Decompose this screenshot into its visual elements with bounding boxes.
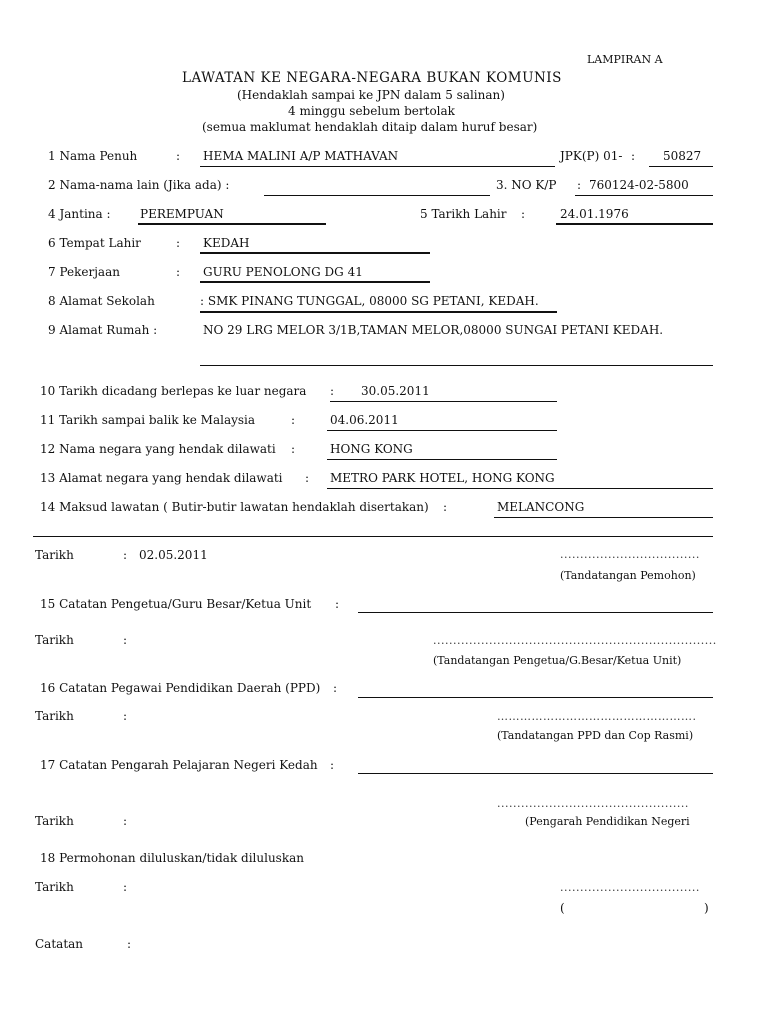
tarikh-balik-underline (327, 430, 557, 431)
alamat-sekolah-underline (200, 311, 557, 313)
alamat-negara-value[interactable]: METRO PARK HOTEL, HONG KONG (330, 471, 555, 485)
colon: : (335, 597, 340, 611)
colon: : (176, 236, 181, 250)
alamat-rumah-underline (200, 365, 713, 366)
form-subtitle-1: (Hendaklah sampai ke JPN dalam 5 salinan) (237, 88, 505, 102)
catatan-ppd-underline[interactable] (358, 697, 713, 698)
colon: : (176, 265, 181, 279)
tandatangan-ppd-label: (Tandatangan PPD dan Cop Rasmi) (497, 729, 694, 742)
no-kp-underline (575, 195, 713, 196)
tarikh-lahir-underline (556, 223, 713, 225)
tarikh-label: Tarikh (35, 633, 74, 647)
catatan-pengetua-label: 15 Catatan Pengetua/Guru Besar/Ketua Unit (40, 597, 312, 611)
paren-open: ( (560, 901, 565, 915)
tarikh-berlepas-underline (330, 401, 557, 402)
maksud-lawatan-underline (494, 517, 713, 518)
jpk-underline (649, 166, 713, 167)
maksud-lawatan-label: 14 Maksud lawatan ( Butir-butir lawatan hendaklah disertakan) (40, 500, 429, 514)
colon: : (123, 814, 128, 828)
colon: : (631, 149, 636, 163)
colon: : (521, 207, 526, 221)
pekerjaan-value[interactable]: GURU PENOLONG DG 41 (203, 265, 363, 279)
form-subtitle-2: 4 minggu sebelum bertolak (288, 104, 455, 118)
colon: : (330, 384, 335, 398)
colon: : (305, 471, 310, 485)
jantina-label: 4 Jantina : (48, 207, 111, 221)
section-divider (33, 536, 713, 537)
catatan-ppd-label: 16 Catatan Pegawai Pendidikan Daerah (PPD) (40, 681, 321, 695)
pengarah-pendidikan-label: (Pengarah Pendidikan Negeri (525, 815, 690, 828)
colon: : (443, 500, 448, 514)
jantina-value[interactable]: PEREMPUAN (140, 207, 224, 221)
colon: : (176, 149, 181, 163)
signature-dots: ................................................ (497, 797, 689, 810)
signature-dots: ....................................................................... (433, 634, 717, 647)
no-kp-label: 3. NO K/P (496, 178, 557, 192)
maksud-lawatan-value[interactable]: MELANCONG (497, 500, 585, 514)
signature-dots: ……………………………………………. (497, 710, 697, 723)
colon: : (291, 413, 296, 427)
nama-negara-underline (327, 459, 557, 460)
form-subtitle-3: (semua maklumat hendaklah ditaip dalam huruf besar) (202, 120, 538, 134)
colon: : (577, 178, 582, 192)
nama-lain-label: 2 Nama-nama lain (Jika ada) : (48, 178, 230, 192)
tandatangan-pengetua-label: (Tandatangan Pengetua/G.Besar/Ketua Unit) (433, 654, 682, 667)
tarikh-berlepas-value[interactable]: 30.05.2011 (361, 384, 430, 398)
colon: : (291, 442, 296, 456)
tarikh-label: Tarikh (35, 548, 74, 562)
tempat-lahir-label: 6 Tempat Lahir (48, 236, 141, 250)
signature-dots: ................................... (560, 881, 700, 894)
colon: : (123, 880, 128, 894)
colon: : (333, 681, 338, 695)
colon: : (123, 548, 128, 562)
alamat-negara-label: 13 Alamat negara yang hendak dilawati (40, 471, 283, 485)
form-title: LAWATAN KE NEGARA-NEGARA BUKAN KOMUNIS (182, 70, 562, 86)
alamat-negara-underline (327, 488, 713, 489)
pekerjaan-label: 7 Pekerjaan (48, 265, 120, 279)
tempat-lahir-underline (200, 252, 430, 254)
alamat-sekolah-label: 8 Alamat Sekolah (48, 294, 155, 308)
colon: : (123, 633, 128, 647)
jpk-label: JPK(P) 01- (560, 149, 623, 163)
tarikh-balik-label: 11 Tarikh sampai balik ke Malaysia (40, 413, 256, 427)
tarikh-label: Tarikh (35, 880, 74, 894)
nama-penuh-value[interactable]: HEMA MALINI A/P MATHAVAN (203, 149, 399, 163)
nama-negara-label: 12 Nama negara yang hendak dilawati (40, 442, 276, 456)
pekerjaan-underline (200, 281, 430, 283)
colon: : (127, 937, 132, 951)
paren-close: ) (704, 901, 709, 915)
tarikh-lahir-label: 5 Tarikh Lahir (420, 207, 507, 221)
jpk-value[interactable]: 50827 (663, 149, 702, 163)
tarikh-label: Tarikh (35, 709, 74, 723)
alamat-sekolah-value[interactable]: : SMK PINANG TUNGGAL, 08000 SG PETANI, KEDAH. (200, 294, 539, 308)
alamat-rumah-label: 9 Alamat Rumah : (48, 323, 158, 337)
tarikh-balik-value[interactable]: 04.06.2011 (330, 413, 399, 427)
lampiran-label: LAMPIRAN A (587, 53, 663, 66)
tarikh-pemohon-value[interactable]: 02.05.2011 (139, 548, 208, 562)
jantina-underline (138, 223, 326, 225)
nama-negara-value[interactable]: HONG KONG (330, 442, 413, 456)
catatan-label: Catatan (35, 937, 84, 951)
permohonan-status-label: 18 Permohonan diluluskan/tidak diluluskan (40, 851, 304, 865)
tandatangan-pemohon-label: (Tandatangan Pemohon) (560, 569, 696, 582)
catatan-pengarah-underline[interactable] (358, 773, 713, 774)
alamat-rumah-value[interactable]: NO 29 LRG MELOR 3/1B,TAMAN MELOR,08000 SUNGAI PETANI KEDAH. (203, 323, 664, 337)
tempat-lahir-value[interactable]: KEDAH (203, 236, 250, 250)
nama-lain-underline[interactable] (264, 195, 490, 196)
no-kp-value[interactable]: 760124-02-5800 (589, 178, 689, 192)
catatan-pengetua-underline[interactable] (358, 612, 713, 613)
tarikh-berlepas-label: 10 Tarikh dicadang berlepas ke luar negara (40, 384, 307, 398)
nama-penuh-underline (200, 166, 555, 167)
colon: : (123, 709, 128, 723)
nama-penuh-label: 1 Nama Penuh (48, 149, 138, 163)
catatan-pengarah-label: 17 Catatan Pengarah Pelajaran Negeri Kedah (40, 758, 318, 772)
tarikh-lahir-value[interactable]: 24.01.1976 (560, 207, 629, 221)
signature-dots: ................................... (560, 548, 700, 561)
tarikh-label: Tarikh (35, 814, 74, 828)
colon: : (330, 758, 335, 772)
